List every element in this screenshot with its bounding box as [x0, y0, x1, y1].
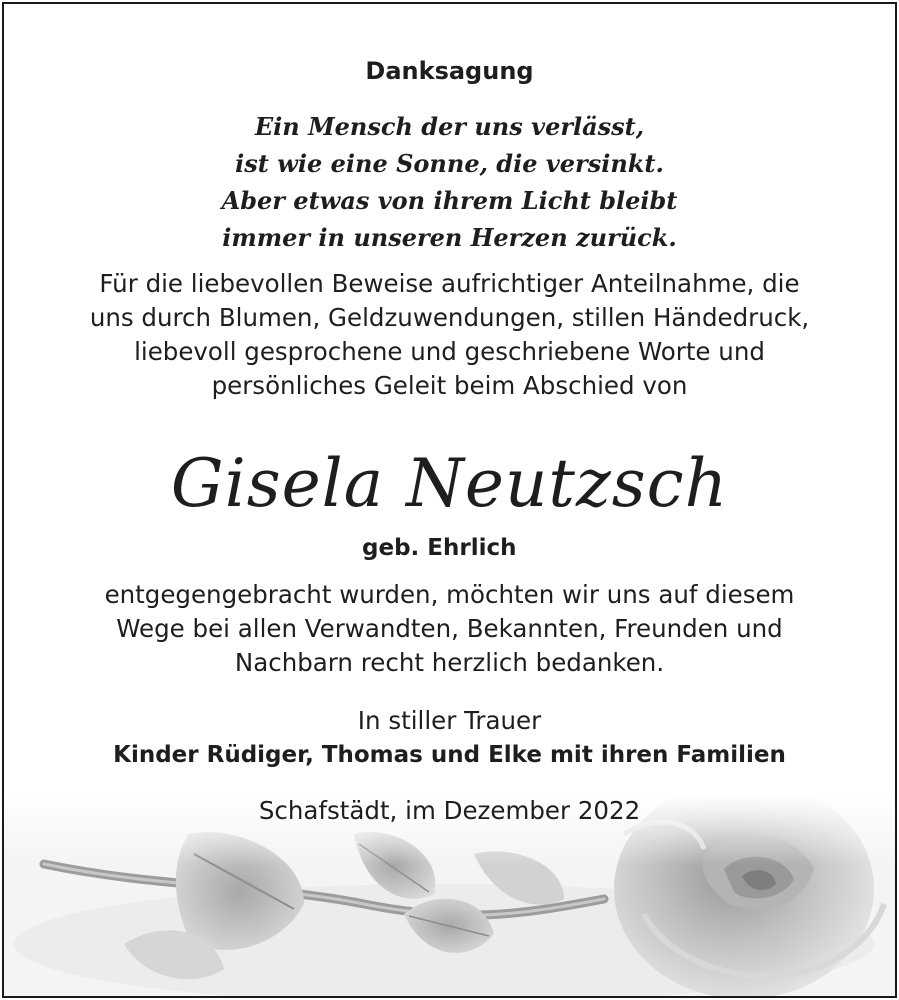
- poem-line: immer in unseren Herzen zurück.: [222, 223, 677, 252]
- poem: [4, 108, 895, 256]
- intro-line: uns durch Blumen, Geldzuwendungen, stillen Händedruck,: [89, 303, 810, 332]
- poem-line: Aber etwas von ihrem Licht bleibt: [221, 186, 678, 215]
- intro-line: persönliches Geleit beim Abschied von: [211, 371, 688, 400]
- deceased-name: Gisela Neutzsch: [170, 445, 729, 522]
- closing-line: Nachbarn recht herzlich bedanken.: [234, 648, 665, 677]
- mourning-line: In stiller Trauer: [357, 706, 542, 735]
- poem-line: ist wie eine Sonne, die versinkt.: [235, 149, 664, 178]
- closing-line: Wege bei allen Verwandten, Bekannten, Freunden und: [116, 614, 783, 643]
- intro-line: liebevoll gesprochene und geschriebene Worte und: [134, 337, 765, 366]
- poem-line: Ein Mensch der uns verlässt,: [254, 112, 645, 141]
- place-date: Schafstädt, im Dezember 2022: [258, 796, 641, 825]
- heading: Danksagung: [365, 57, 534, 85]
- intro-paragraph: [4, 267, 895, 403]
- maiden-name: geb. Ehrlich: [362, 535, 517, 561]
- intro-line: Für die liebevollen Beweise aufrichtiger Anteilnahme, die: [99, 269, 800, 298]
- closing-line: entgegengebracht wurden, möchten wir uns auf diesem: [104, 580, 795, 609]
- closing-paragraph: [4, 578, 895, 680]
- obituary-card: [2, 2, 897, 998]
- family-signature: Kinder Rüdiger, Thomas und Elke mit ihren Familien: [113, 742, 786, 768]
